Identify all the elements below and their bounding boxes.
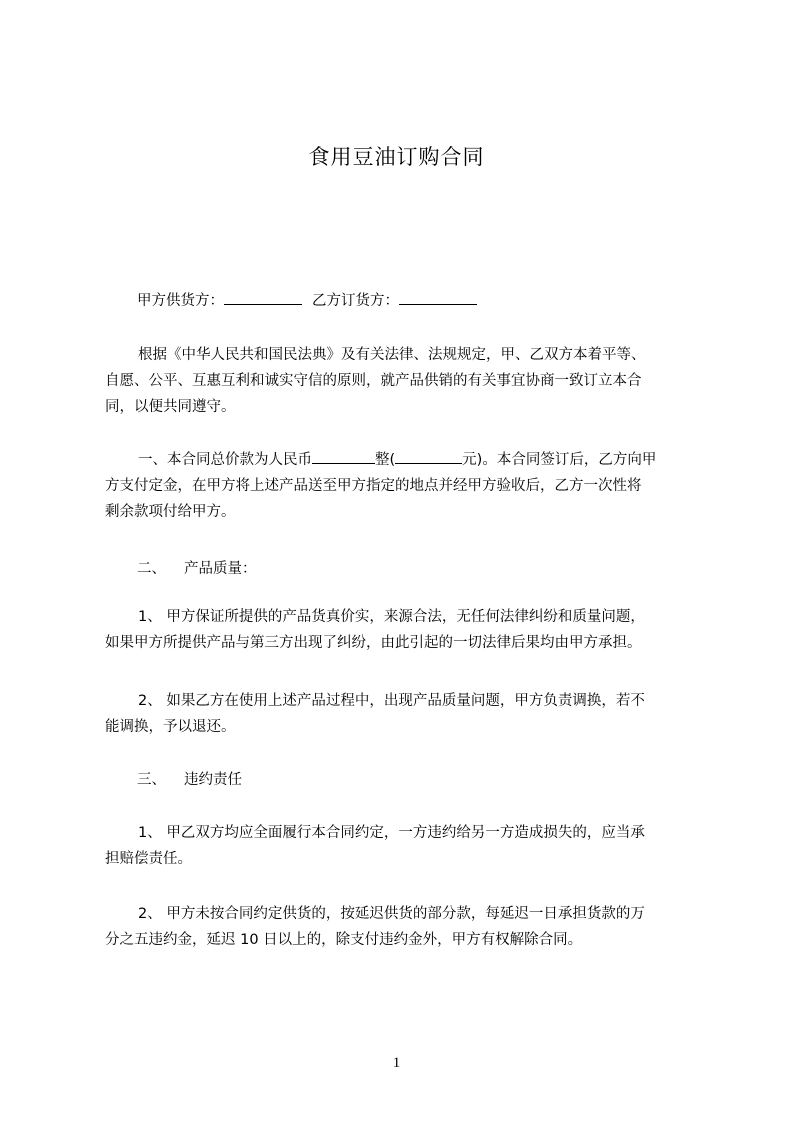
amount-figures-blank (395, 449, 462, 464)
section-2-number: 二、 (137, 561, 166, 577)
clause-1-line: 剩余款项付给甲方。 (105, 504, 236, 520)
party-a-blank (224, 290, 302, 305)
item-line: 担赔偿责任。 (105, 851, 192, 867)
preamble-paragraph (105, 342, 701, 420)
preamble-line: 同，以便共同遵守。 (105, 399, 236, 415)
party-b-label: 乙方订货方： (312, 293, 399, 309)
section-3-number: 三、 (137, 772, 166, 788)
party-b-blank (399, 290, 477, 305)
section-2-item-1 (105, 604, 701, 656)
clause-1-part1: 一、本合同总价款为人民币 (138, 452, 312, 468)
clause-1-part3: 元)。本合同签订后，乙方向甲 (462, 452, 657, 468)
section-3-title: 违约责任 (184, 772, 242, 788)
item-line: 能调换，予以退还。 (105, 719, 236, 735)
clause-1-part2: 整( (375, 452, 396, 468)
page-number: 1 (392, 1055, 401, 1071)
section-2-heading (137, 559, 257, 579)
item-line: 分之五违约金，延迟 10 日以上的，除支付违约金外，甲方有权解除合同。 (105, 932, 583, 948)
item-line: 如果甲方所提供产品与第三方出现了纠纷，由此引起的一切法律后果均由甲方承担。 (105, 635, 642, 651)
preamble-line: 自愿、公平、互惠互利和诚实守信的原则，就产品供销的有关事宜协商一致订立本合 (105, 373, 642, 389)
clause-1-paragraph (105, 447, 701, 525)
section-2-item-2 (105, 688, 701, 740)
section-3-heading (137, 770, 242, 790)
item-line: 1、 甲乙双方均应全面履行本合同约定，一方违约给另一方造成损失的，应当承 (138, 825, 645, 841)
section-3-item-2 (105, 901, 701, 953)
clause-1-line: 方支付定金，在甲方将上述产品送至甲方指定的地点并经甲方验收后，乙方一次性将 (105, 478, 642, 494)
party-a-label: 甲方供货方： (137, 293, 224, 309)
parties-line (137, 290, 477, 311)
amount-words-blank (312, 449, 375, 464)
section-2-title: 产品质量： (184, 561, 257, 577)
item-line: 1、 甲方保证所提供的产品货真价实，来源合法，无任何法律纠纷和质量问题， (138, 609, 645, 625)
preamble-line: 根据《中华人民共和国民法典》及有关法律、法规规定，甲、乙双方本着平等、 (138, 347, 646, 363)
document-title: 食用豆油订购合同 (308, 145, 485, 169)
item-line: 2、 如果乙方在使用上述产品过程中，出现产品质量问题，甲方负责调换，若不 (138, 693, 645, 709)
item-line: 2、 甲方未按合同约定供货的，按延迟供货的部分款，每延迟一日承担货款的万 (138, 906, 645, 922)
section-3-item-1 (105, 820, 701, 872)
clause-1-line (105, 447, 701, 473)
